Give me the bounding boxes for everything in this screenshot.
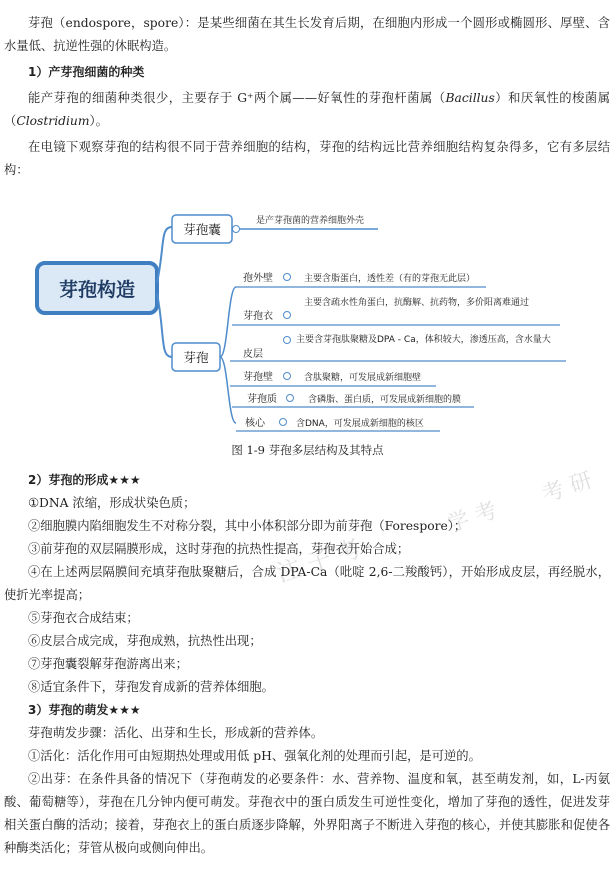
germination-paragraph: 芽孢萌发步骤：活化、出芽和生长，形成新的营养体。 <box>28 726 324 740</box>
heading-formation: 2）芽孢的形成★★★ <box>28 473 141 487</box>
formation-step: ④在上述两层隔膜间充填芽孢肽聚糖后，合成 DPA-Ca（吡啶 2,6-二羧酸钙），开始形成皮层，再经脱水，使折光率提高； <box>4 565 610 602</box>
layer-desc: 含DNA，可发展成新细胞的核区 <box>296 419 424 429</box>
mindmap-layer-core <box>236 416 440 431</box>
germination-paragraph: ①活化：活化作用可由短期热处理或用低 pH、强氧化剂的处理而引起，是可逆的。 <box>28 749 481 763</box>
mindmap-branch-sporangium-label: 芽孢囊 <box>183 222 221 237</box>
collapse-icon <box>284 337 291 344</box>
spore-structure-mindmap <box>0 195 615 440</box>
formation-step: ②细胞膜内陷细胞发生不对称分裂，其中小体积部分即为前芽孢（Forespore）； <box>28 519 467 533</box>
formation-step: ③前芽孢的双层隔膜形成，这时芽孢的抗热性提高，芽孢衣开始合成； <box>28 542 410 556</box>
mindmap-layer-exosporium <box>236 271 486 287</box>
formation-step: ⑤芽孢衣合成结束； <box>28 611 139 625</box>
collapse-icon <box>280 419 287 426</box>
layer-desc: 主要含脂蛋白，透性差（有的芽孢无此层） <box>304 274 476 284</box>
mindmap-root-label: 芽孢构造 <box>58 279 136 301</box>
mindmap-layer-cortex <box>230 333 566 361</box>
definition-paragraph: 芽孢（endospore，spore）：是某些细菌在其生长发育后期，在细胞内形成一个圆形或椭圆形、厚壁、含水量低、抗逆性强的休眠构造。 <box>4 16 610 53</box>
collapse-icon <box>284 312 291 319</box>
layer-name: 芽孢壁 <box>243 372 273 383</box>
collapse-icon <box>233 226 240 233</box>
clostridium-term: Clostridium <box>16 114 90 128</box>
layer-name: 芽孢衣 <box>243 311 273 322</box>
svg-text:考 研: 考 研 <box>539 468 590 508</box>
layer-name: 核心 <box>245 418 265 429</box>
layer-name: 孢外壁 <box>243 273 273 284</box>
collapse-icon <box>287 395 294 402</box>
collapse-icon <box>284 274 291 281</box>
layer-desc: 含肽聚糖，可发展成新细胞壁 <box>304 373 422 383</box>
mindmap-layer-wall <box>230 370 436 386</box>
mindmap-layer-membrane <box>232 392 474 407</box>
collapse-icon <box>284 373 291 380</box>
heading-germination: 3）芽孢的萌发★★★ <box>28 703 141 717</box>
layer-name: 皮层 <box>243 349 263 360</box>
formation-step: ①DNA 浓缩，形成状染色质； <box>28 496 196 510</box>
svg-text:注 子 考: 注 子 考 <box>273 534 365 588</box>
layer-desc: 含磷脂、蛋白质，可发展成新细胞的膜 <box>308 395 462 405</box>
formation-step: ⑦芽孢囊裂解芽孢游离出来； <box>28 657 188 671</box>
intro-section <box>4 12 610 182</box>
genus-paragraph: 能产芽孢的细菌种类很少，主要存于 G⁺两个属——好氧性的芽孢杆菌属（Bacillus）和厌氧性的梭菌属（Clostridium）。 <box>4 91 610 128</box>
formation-step: ⑧适宜条件下，芽孢发育成新的营养体细胞。 <box>28 680 274 694</box>
formation-step: ⑥皮层合成完成，芽孢成熟，抗热性出现； <box>28 634 262 648</box>
germination-paragraph: ②出芽：在条件具备的情况下（芽孢萌发的必要条件：水、营养物、温度和氧，甚至萌发剂，如，L-丙氨酸、葡萄糖等），芽孢在几分钟内便可萌发。芽孢衣中的蛋白质发生可逆性变化，增加了芽孢的透性，促进发芽相关蛋白酶的活动；接着，芽孢衣上的蛋白质逐步降解，外界阳离子不断进入芽孢的核心，并使其膨胀和促使各种酶类活化；芽管从极向或侧向伸出。 <box>4 772 610 855</box>
structure-paragraph: 在电镜下观察芽孢的结构很不同于营养细胞的结构，芽孢的结构远比营养细胞结构复杂得多，它有多层结构： <box>4 140 610 177</box>
bacillus-term: Bacillus <box>445 91 495 105</box>
mindmap-sporangium-note: 是产芽孢菌的营养细胞外壳 <box>256 216 365 226</box>
formation-section <box>4 469 610 860</box>
figure-caption: 图 1-9 芽孢多层结构及其特点 <box>231 443 384 457</box>
mindmap-layer-coat <box>232 296 560 325</box>
mindmap-branch-spore-label: 芽孢 <box>183 350 209 365</box>
layer-desc: 主要含芽孢肽聚糖及DPA - Ca，体积较大，渗透压高，含水量大 <box>296 335 551 345</box>
layer-desc: 主要含疏水性角蛋白，抗酶解、抗药物，多价阳离难通过 <box>304 298 530 308</box>
svg-text:学 考: 学 考 <box>444 498 501 538</box>
layer-name: 芽孢质 <box>247 394 277 405</box>
heading-types: 1）产芽孢细菌的种类 <box>28 65 145 79</box>
